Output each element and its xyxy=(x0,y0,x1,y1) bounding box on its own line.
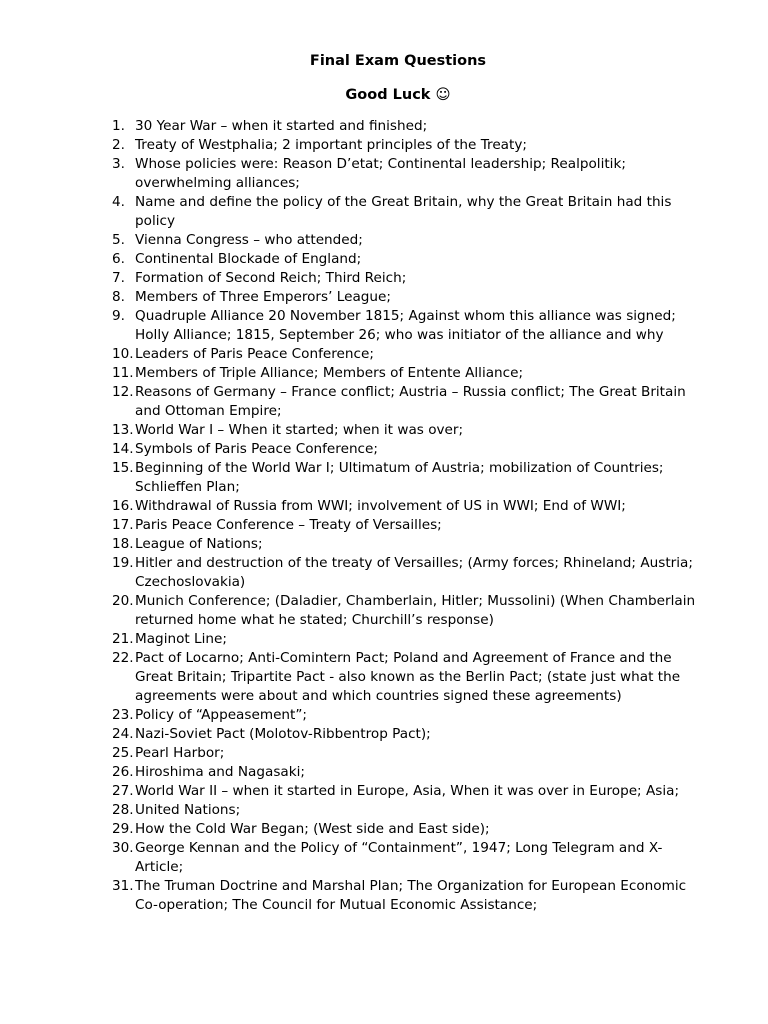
question-number: 20. xyxy=(112,593,134,609)
question-text: World War II – when it started in Europe, Asia, When it was over in Europe; Asia; xyxy=(135,783,680,799)
question-number: 19. xyxy=(112,555,134,571)
question-item xyxy=(0,516,708,535)
question-text: League of Nations; xyxy=(135,536,263,552)
question-number: 18. xyxy=(112,536,134,552)
question-number: 8. xyxy=(112,289,125,305)
question-text: Hitler and destruction of the treaty of Versailles; (Army forces; Rhineland; Austria; Czechoslovakia) xyxy=(135,555,693,590)
question-number: 2. xyxy=(112,137,125,153)
question-number: 15. xyxy=(112,460,134,476)
question-item xyxy=(0,497,708,516)
question-number: 26. xyxy=(112,764,134,780)
question-text: Policy of “Appeasement”; xyxy=(135,707,308,723)
question-item xyxy=(0,820,708,839)
question-item xyxy=(0,231,708,250)
question-item xyxy=(0,383,708,421)
question-text: The Truman Doctrine and Marshal Plan; The Organization for European Economic Co-operation; The Council for Mutual Economic Assistance; xyxy=(135,878,687,913)
question-number: 3. xyxy=(112,156,125,172)
question-item xyxy=(0,421,708,440)
question-text: Maginot Line; xyxy=(135,631,227,647)
question-number: 7. xyxy=(112,270,125,286)
question-text: Members of Triple Alliance; Members of Entente Alliance; xyxy=(135,365,524,381)
question-item xyxy=(0,649,708,706)
question-item xyxy=(0,364,708,383)
question-text: Whose policies were: Reason D’etat; Continental leadership; Realpolitik; overwhelming alliances; xyxy=(135,156,626,191)
question-text: Pact of Locarno; Anti-Comintern Pact; Poland and Agreement of France and the Great Britain; Tripartite Pact - also known as the Berlin Pact; (state just what the agreements were about and which countries signed these agreements) xyxy=(135,650,681,704)
question-item xyxy=(0,630,708,649)
question-number: 21. xyxy=(112,631,134,647)
question-number: 22. xyxy=(112,650,134,666)
document-title: Final Exam Questions xyxy=(309,53,487,69)
question-number: 29. xyxy=(112,821,134,837)
question-text: Leaders of Paris Peace Conference; xyxy=(135,346,374,362)
question-number: 30. xyxy=(112,840,134,856)
question-item xyxy=(0,744,708,763)
question-item xyxy=(0,801,708,820)
question-item xyxy=(0,269,708,288)
question-number: 1. xyxy=(112,118,125,134)
question-item xyxy=(0,592,708,630)
question-text: Formation of Second Reich; Third Reich; xyxy=(135,270,407,286)
question-number: 24. xyxy=(112,726,134,742)
question-number: 11. xyxy=(112,365,134,381)
question-item xyxy=(0,554,708,592)
question-item xyxy=(0,839,708,877)
question-text: Beginning of the World War I; Ultimatum of Austria; mobilization of Countries; Schlieffen Plan; xyxy=(135,460,664,495)
question-text: Nazi-Soviet Pact (Molotov-Ribbentrop Pact); xyxy=(135,726,431,742)
question-number: 17. xyxy=(112,517,134,533)
question-item xyxy=(0,763,708,782)
question-item xyxy=(0,782,708,801)
question-item xyxy=(0,136,708,155)
question-list xyxy=(0,117,768,915)
question-number: 13. xyxy=(112,422,134,438)
question-number: 4. xyxy=(112,194,125,210)
question-item xyxy=(0,459,708,497)
question-number: 31. xyxy=(112,878,134,894)
question-text: Quadruple Alliance 20 November 1815; Against whom this alliance was signed; Holly Alliance; 1815, September 26; who was initiator of the alliance and why xyxy=(135,308,676,343)
question-text: Continental Blockade of England; xyxy=(135,251,362,267)
question-text: George Kennan and the Policy of “Containment”, 1947; Long Telegram and X-Article; xyxy=(135,840,663,875)
question-item xyxy=(0,288,708,307)
document-subtitle: Good Luck ☺ xyxy=(345,87,451,103)
question-number: 5. xyxy=(112,232,125,248)
question-number: 28. xyxy=(112,802,134,818)
question-item xyxy=(0,706,708,725)
question-text: Members of Three Emperors’ League; xyxy=(135,289,391,305)
question-item xyxy=(0,440,708,459)
question-text: World War I – When it started; when it was over; xyxy=(135,422,464,438)
question-item xyxy=(0,877,708,915)
question-item xyxy=(0,307,708,345)
question-number: 6. xyxy=(112,251,125,267)
question-text: Hiroshima and Nagasaki; xyxy=(135,764,305,780)
question-text: Vienna Congress – who attended; xyxy=(135,232,363,248)
question-item xyxy=(0,155,708,193)
question-number: 27. xyxy=(112,783,134,799)
question-number: 25. xyxy=(112,745,134,761)
question-item xyxy=(0,535,708,554)
question-text: Treaty of Westphalia; 2 important principles of the Treaty; xyxy=(135,137,527,153)
question-number: 9. xyxy=(112,308,125,324)
question-item xyxy=(0,725,708,744)
question-text: Withdrawal of Russia from WWI; involvement of US in WWI; End of WWI; xyxy=(135,498,626,514)
question-text: Paris Peace Conference – Treaty of Versailles; xyxy=(135,517,442,533)
question-item xyxy=(0,117,708,136)
question-text: Munich Conference; (Daladier, Chamberlain, Hitler; Mussolini) (When Chamberlain returned home what he stated; Churchill’s response) xyxy=(135,593,696,628)
question-text: Pearl Harbor; xyxy=(135,745,225,761)
question-item xyxy=(0,250,708,269)
question-text: United Nations; xyxy=(135,802,241,818)
question-number: 16. xyxy=(112,498,134,514)
question-number: 14. xyxy=(112,441,134,457)
question-item xyxy=(0,345,708,364)
question-item xyxy=(0,193,708,231)
question-text: Symbols of Paris Peace Conference; xyxy=(135,441,378,457)
question-text: 30 Year War – when it started and finished; xyxy=(135,118,428,134)
question-text: Reasons of Germany – France conflict; Austria – Russia conflict; The Great Britain and Ottoman Empire; xyxy=(135,384,686,419)
question-text: How the Cold War Began; (West side and East side); xyxy=(135,821,490,837)
question-number: 10. xyxy=(112,346,134,362)
question-text: Name and define the policy of the Great Britain, why the Great Britain had this policy xyxy=(135,194,672,229)
question-number: 23. xyxy=(112,707,134,723)
question-number: 12. xyxy=(112,384,134,400)
